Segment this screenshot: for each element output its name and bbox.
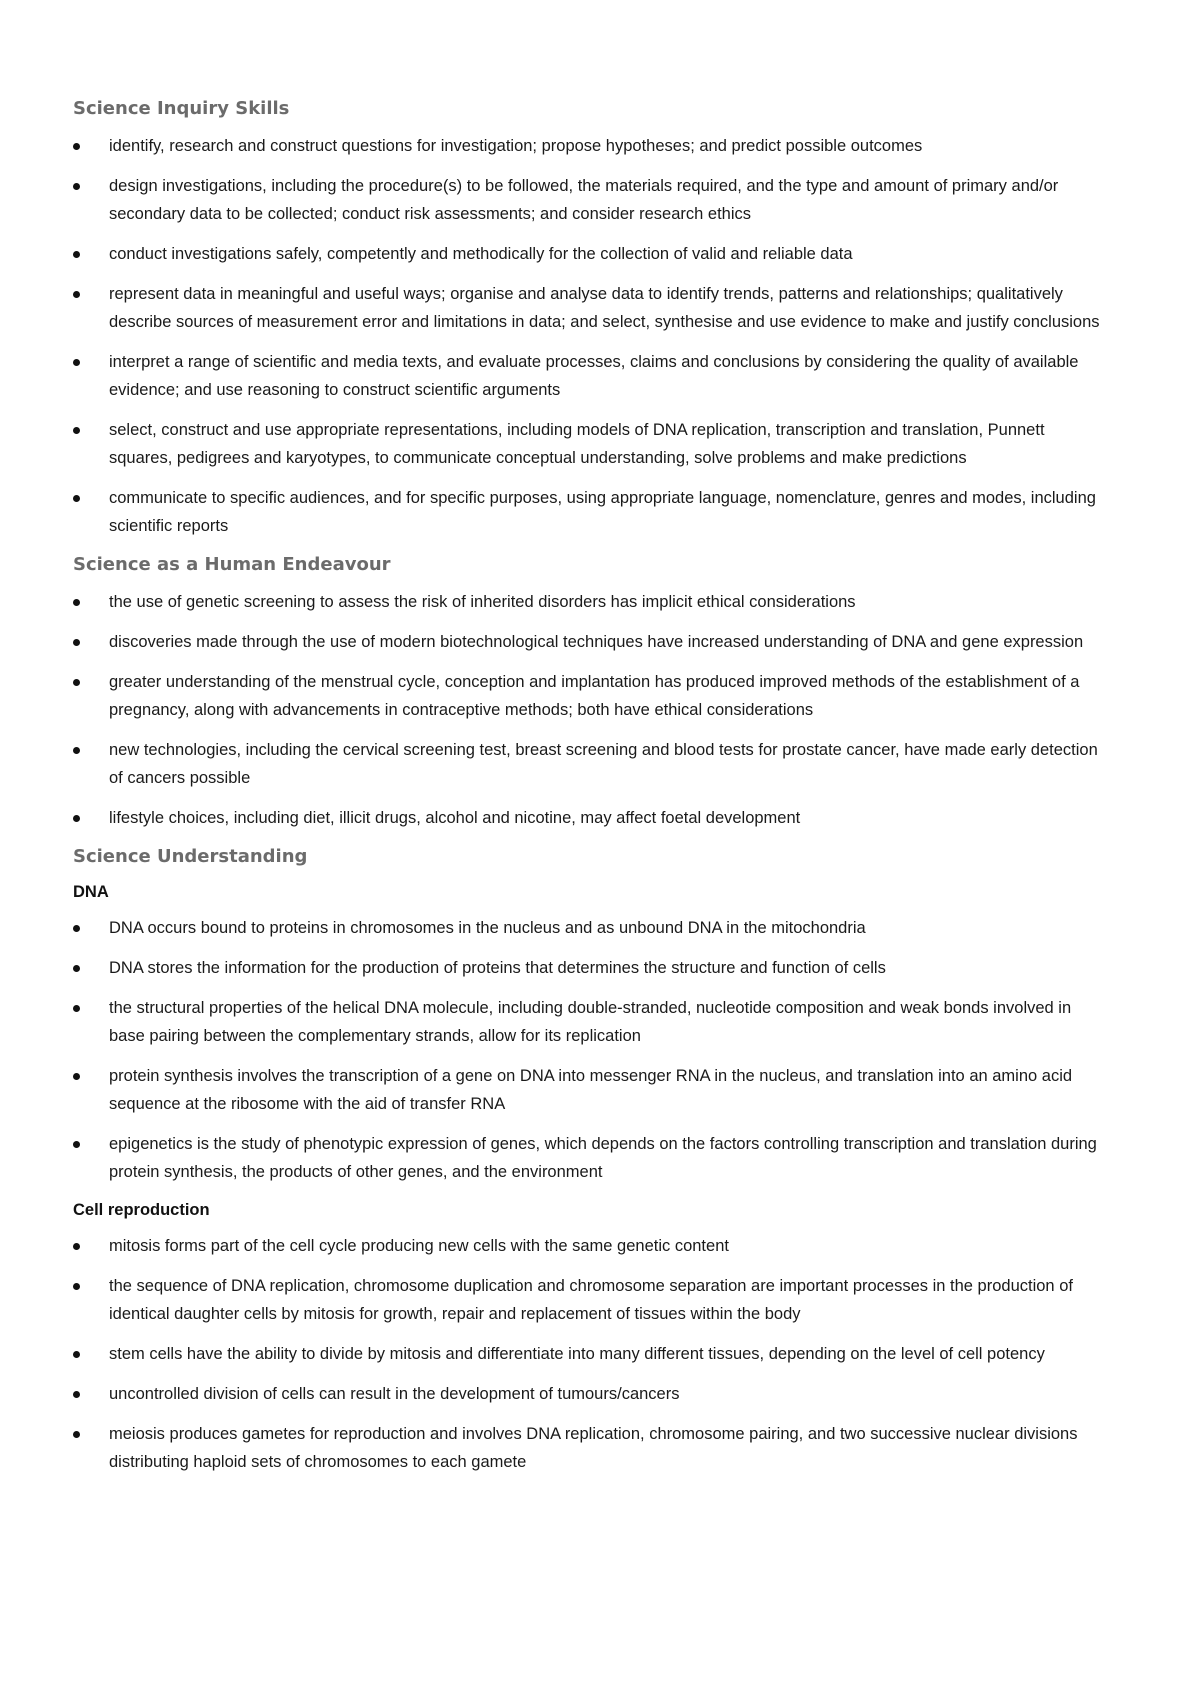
list-item (73, 280, 1100, 336)
bullet-icon (73, 1243, 80, 1250)
inquiry-skills-list (73, 132, 1100, 540)
bullet-icon (73, 1283, 80, 1290)
subheading-cell-reproduction: Cell reproduction (73, 1201, 210, 1219)
bullet-icon (73, 183, 80, 190)
list-item (73, 484, 1100, 540)
subheading-dna: DNA (73, 883, 109, 901)
bullet-icon (73, 1391, 80, 1398)
list-item-text: communicate to specific audiences, and for specific purposes, using appropriate language, nomenclature, genres and modes, including scientific reports (109, 489, 1096, 535)
list-item (73, 416, 1100, 472)
list-item (73, 628, 1100, 656)
list-item-text: the sequence of DNA replication, chromosome duplication and chromosome separation are important processes in the production of identical daughter cells by mitosis for growth, repair and replacement of tissues within the body (109, 1277, 1073, 1323)
list-item-text: lifestyle choices, including diet, illicit drugs, alcohol and nicotine, may affect foetal development (109, 809, 801, 827)
list-item-text: select, construct and use appropriate representations, including models of DNA replication, transcription and translation, Punnett squares, pedigrees and karyotypes, to communicate conceptual understanding, solve problems and make predictions (109, 421, 1045, 467)
list-item (73, 1232, 1100, 1260)
list-item-text: represent data in meaningful and useful ways; organise and analyse data to identify trends, patterns and relationships; qualitatively describe sources of measurement error and limitations in data; and select, synthesise and use evidence to make and justify conclusions (109, 285, 1100, 331)
bullet-icon (73, 143, 80, 150)
bullet-icon (73, 639, 80, 646)
list-item (73, 1380, 1100, 1408)
section-heading-human-endeavour: Science as a Human Endeavour (73, 554, 391, 575)
cell-reproduction-list (73, 1232, 1100, 1476)
list-item-text: mitosis forms part of the cell cycle producing new cells with the same genetic content (109, 1237, 729, 1255)
bullet-icon (73, 495, 80, 502)
list-item (73, 240, 1100, 268)
bullet-icon (73, 599, 80, 606)
bullet-icon (73, 815, 80, 822)
list-item (73, 1130, 1100, 1186)
list-item-text: identify, research and construct questions for investigation; propose hypotheses; and predict possible outcomes (109, 137, 923, 155)
bullet-icon (73, 1073, 80, 1080)
bullet-icon (73, 427, 80, 434)
bullet-icon (73, 965, 80, 972)
bullet-icon (73, 359, 80, 366)
list-item-text: new technologies, including the cervical screening test, breast screening and blood tests for prostate cancer, have made early detection of cancers possible (109, 741, 1098, 787)
bullet-icon (73, 291, 80, 298)
list-item (73, 914, 1100, 942)
human-endeavour-list (73, 588, 1100, 832)
list-item (73, 172, 1100, 228)
list-item (73, 588, 1100, 616)
list-item-text: design investigations, including the procedure(s) to be followed, the materials required, and the type and amount of primary and/or secondary data to be collected; conduct risk assessments; and consider research ethics (109, 177, 1059, 223)
bullet-icon (73, 679, 80, 686)
section-heading-inquiry-skills: Science Inquiry Skills (73, 98, 290, 119)
list-item-text: protein synthesis involves the transcription of a gene on DNA into messenger RNA in the nucleus, and translation into an amino acid sequence at the ribosome with the aid of transfer RNA (109, 1067, 1073, 1113)
list-item-text: discoveries made through the use of modern biotechnological techniques have increased understanding of DNA and gene expression (109, 633, 1084, 651)
bullet-icon (73, 1005, 80, 1012)
list-item-text: interpret a range of scientific and media texts, and evaluate processes, claims and conclusions by considering the quality of available evidence; and use reasoning to construct scientific arguments (109, 353, 1079, 399)
list-item (73, 736, 1100, 792)
list-item (73, 1340, 1100, 1368)
list-item-text: the use of genetic screening to assess the risk of inherited disorders has implicit ethical considerations (109, 593, 856, 611)
list-item (73, 1062, 1100, 1118)
list-item-text: DNA stores the information for the production of proteins that determines the structure and function of cells (109, 959, 886, 977)
list-item-text: uncontrolled division of cells can result in the development of tumours/cancers (109, 1385, 680, 1403)
list-item (73, 348, 1100, 404)
list-item-text: the structural properties of the helical DNA molecule, including double-stranded, nucleotide composition and weak bonds involved in base pairing between the complementary strands, allow for its replication (109, 999, 1072, 1045)
bullet-icon (73, 925, 80, 932)
list-item-text: greater understanding of the menstrual cycle, conception and implantation has produced improved methods of the establishment of a pregnancy, along with advancements in contraceptive methods; both have ethical considerations (109, 673, 1080, 719)
section-heading-science-understanding: Science Understanding (73, 846, 308, 867)
bullet-icon (73, 251, 80, 258)
bullet-icon (73, 747, 80, 754)
list-item-text: meiosis produces gametes for reproduction and involves DNA replication, chromosome pairing, and two successive nuclear divisions distributing haploid sets of chromosomes to each gamete (109, 1425, 1078, 1471)
list-item-text: epigenetics is the study of phenotypic expression of genes, which depends on the factors controlling transcription and translation during protein synthesis, the products of other genes, and the environment (109, 1135, 1097, 1181)
list-item (73, 954, 1100, 982)
dna-list (73, 914, 1100, 1186)
bullet-icon (73, 1431, 80, 1438)
bullet-icon (73, 1141, 80, 1148)
list-item (73, 804, 1100, 832)
list-item-text: DNA occurs bound to proteins in chromosomes in the nucleus and as unbound DNA in the mitochondria (109, 919, 866, 937)
bullet-icon (73, 1351, 80, 1358)
list-item-text: conduct investigations safely, competently and methodically for the collection of valid and reliable data (109, 245, 853, 263)
list-item (73, 1272, 1100, 1328)
list-item (73, 668, 1100, 724)
list-item (73, 994, 1100, 1050)
list-item-text: stem cells have the ability to divide by mitosis and differentiate into many different tissues, depending on the level of cell potency (109, 1345, 1045, 1363)
list-item (73, 1420, 1100, 1476)
list-item (73, 132, 1100, 160)
